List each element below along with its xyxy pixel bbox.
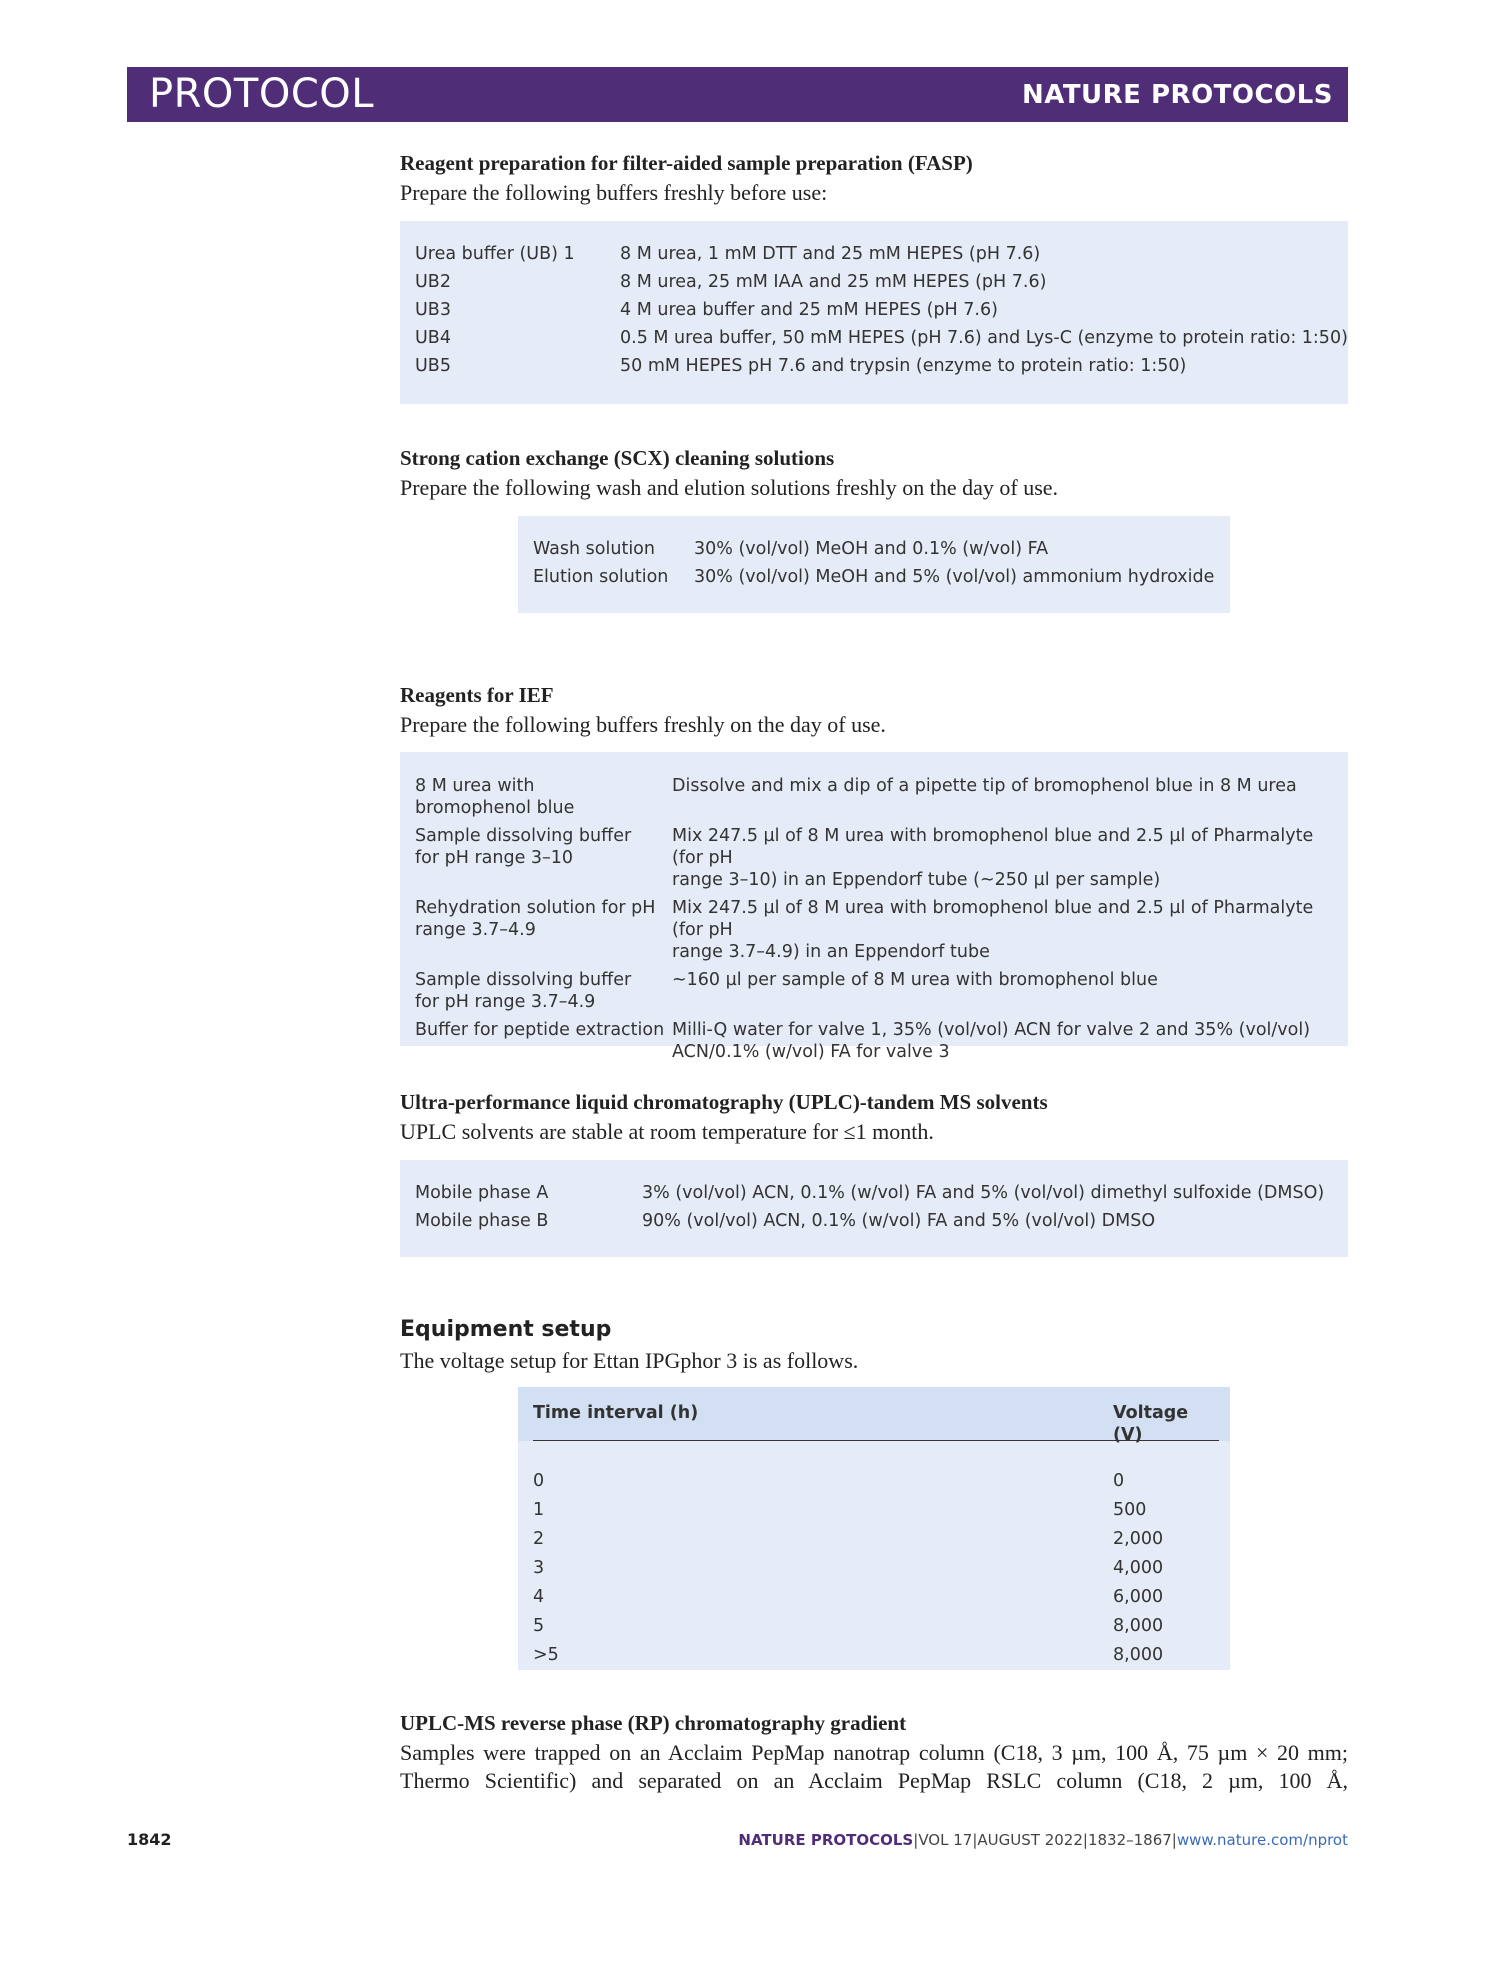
scx-title: Strong cation exchange (SCX) cleaning solutions bbox=[400, 446, 835, 470]
solvent-name: Mobile phase B bbox=[415, 1211, 549, 1231]
time-interval-cell: 2 bbox=[533, 1529, 545, 1549]
reagent-name bbox=[415, 897, 672, 969]
voltage-cell: 4,000 bbox=[1113, 1558, 1164, 1578]
table-row bbox=[415, 1210, 1324, 1238]
footer-volume: VOL 17 bbox=[918, 1831, 973, 1849]
reagent-description-line: Mix 247.5 µl of 8 M urea with bromophenol blue and 2.5 µl of Pharmalyte (for pH bbox=[672, 898, 1314, 940]
reagent-name bbox=[415, 1019, 672, 1069]
scx-intro: Prepare the following wash and elution solutions freshly on the day of use. bbox=[400, 475, 1059, 500]
scx-section bbox=[400, 446, 1348, 501]
reagent-description bbox=[672, 1019, 1348, 1069]
reagent-name-line: Sample dissolving buffer bbox=[415, 970, 632, 990]
buffer-name: UB5 bbox=[415, 356, 451, 376]
table-row bbox=[415, 775, 1348, 825]
gradient-line-2: Thermo Scientific) and separated on an Acclaim PepMap RSLC column (C18, 2 µm, 100 Å, bbox=[400, 1768, 1348, 1793]
voltage-cell: 2,000 bbox=[1113, 1529, 1164, 1549]
reagent-description-line: Mix 247.5 µl of 8 M urea with bromophenol blue and 2.5 µl of Pharmalyte (for pH bbox=[672, 826, 1314, 868]
scx-table bbox=[518, 516, 1230, 613]
footer-separator: | bbox=[913, 1831, 919, 1849]
reagent-description-line: Dissolve and mix a dip of a pipette tip of bromophenol blue in 8 M urea bbox=[672, 776, 1297, 796]
table-row bbox=[533, 1528, 1219, 1557]
solution-name: Elution solution bbox=[533, 567, 669, 587]
ief-title: Reagents for IEF bbox=[400, 683, 554, 707]
table-row bbox=[415, 897, 1348, 969]
gradient-title: UPLC-MS reverse phase (RP) chromatography gradient bbox=[400, 1711, 907, 1735]
reagent-description bbox=[672, 969, 1348, 1019]
time-interval-cell: 1 bbox=[533, 1500, 545, 1520]
reagent-description-line: ~160 µl per sample of 8 M urea with bromophenol blue bbox=[672, 970, 1158, 990]
col-time-header: Time interval (h) bbox=[533, 1403, 699, 1423]
reagent-name bbox=[415, 969, 672, 1019]
buffer-description: 4 M urea buffer and 25 mM HEPES (pH 7.6) bbox=[620, 300, 998, 320]
solution-description: 30% (vol/vol) MeOH and 0.1% (w/vol) FA bbox=[694, 539, 1049, 559]
fasp-intro: Prepare the following buffers freshly before use: bbox=[400, 180, 828, 205]
reagent-description-line: ACN/0.1% (w/vol) FA for valve 3 bbox=[672, 1042, 950, 1062]
buffer-name: UB3 bbox=[415, 300, 451, 320]
uplc-table bbox=[400, 1160, 1348, 1257]
table-row bbox=[415, 355, 1348, 383]
footer-url-link[interactable]: www.nature.com/nprot bbox=[1176, 1831, 1348, 1849]
reagent-description-line: Milli-Q water for valve 1, 35% (vol/vol) ACN for valve 2 and 35% (vol/vol) bbox=[672, 1020, 1311, 1040]
fasp-table bbox=[400, 221, 1348, 404]
table-row bbox=[415, 271, 1348, 299]
header-journal-name: NATURE PROTOCOLS bbox=[1021, 80, 1333, 110]
reagent-name-line: Buffer for peptide extraction bbox=[415, 1020, 665, 1040]
header-bar bbox=[127, 67, 1348, 122]
page-number: 1842 bbox=[127, 1830, 172, 1849]
buffer-name: UB2 bbox=[415, 272, 451, 292]
footer-date: AUGUST 2022 bbox=[977, 1831, 1083, 1849]
table-row bbox=[533, 1499, 1219, 1528]
buffer-description: 8 M urea, 1 mM DTT and 25 mM HEPES (pH 7.6) bbox=[620, 244, 1041, 264]
reagent-description bbox=[672, 825, 1348, 897]
gradient-line-1: Samples were trapped on an Acclaim PepMap nanotrap column (C18, 3 µm, 100 Å, 75 µm × 20 mm; bbox=[400, 1740, 1348, 1765]
table-row bbox=[415, 327, 1348, 355]
table-row bbox=[533, 1557, 1219, 1586]
ief-table bbox=[400, 752, 1348, 1062]
footer-separator: | bbox=[1171, 1831, 1177, 1849]
table-row bbox=[533, 538, 1214, 566]
table-row bbox=[415, 1019, 1348, 1069]
voltage-table bbox=[518, 1387, 1230, 1670]
solvent-description: 3% (vol/vol) ACN, 0.1% (w/vol) FA and 5% (vol/vol) dimethyl sulfoxide (DMSO) bbox=[642, 1183, 1325, 1203]
gradient-section bbox=[400, 1711, 1348, 1794]
voltage-cell: 8,000 bbox=[1113, 1645, 1164, 1665]
buffer-name: Urea buffer (UB) 1 bbox=[415, 244, 575, 264]
time-interval-cell: 3 bbox=[533, 1558, 545, 1578]
buffer-description: 50 mM HEPES pH 7.6 and trypsin (enzyme to protein ratio: 1:50) bbox=[620, 356, 1187, 376]
equipment-intro: The voltage setup for Ettan IPGphor 3 is as follows. bbox=[400, 1348, 859, 1373]
voltage-cell: 500 bbox=[1113, 1500, 1147, 1520]
table-row bbox=[415, 1182, 1324, 1210]
footer-pages: 1832–1867 bbox=[1087, 1831, 1172, 1849]
table-row bbox=[533, 566, 1214, 594]
uplc-title: Ultra-performance liquid chromatography (UPLC)-tandem MS solvents bbox=[400, 1090, 1048, 1114]
solution-name: Wash solution bbox=[533, 539, 655, 559]
reagent-name-line: Sample dissolving buffer bbox=[415, 826, 632, 846]
header-section-label: PROTOCOL bbox=[149, 71, 375, 117]
buffer-description: 0.5 M urea buffer, 50 mM HEPES (pH 7.6) and Lys-C (enzyme to protein ratio: 1:50) bbox=[620, 328, 1348, 348]
solvent-name: Mobile phase A bbox=[415, 1183, 549, 1203]
table-row bbox=[415, 969, 1348, 1019]
reagent-name-line: Rehydration solution for pH bbox=[415, 898, 656, 918]
ief-section bbox=[400, 683, 1348, 738]
reagent-description bbox=[672, 897, 1348, 969]
reagent-name-line: range 3.7–4.9 bbox=[415, 920, 536, 940]
reagent-name-line: bromophenol blue bbox=[415, 798, 575, 818]
fasp-section bbox=[400, 151, 1348, 206]
col-voltage-header: Voltage (V) bbox=[1113, 1403, 1189, 1445]
reagent-description-line: range 3.7–4.9) in an Eppendorf tube bbox=[672, 942, 990, 962]
time-interval-cell: 0 bbox=[533, 1471, 545, 1491]
table-row bbox=[533, 1456, 1219, 1499]
reagent-name-line: for pH range 3.7–4.9 bbox=[415, 992, 596, 1012]
fasp-title: Reagent preparation for filter-aided sample preparation (FASP) bbox=[400, 151, 973, 175]
reagent-name bbox=[415, 825, 672, 897]
equipment-title: Equipment setup bbox=[400, 1317, 612, 1342]
voltage-cell: 8,000 bbox=[1113, 1616, 1164, 1636]
footer-citation bbox=[738, 1831, 1348, 1849]
table-row bbox=[533, 1615, 1219, 1644]
table-row bbox=[415, 825, 1348, 897]
buffer-description: 8 M urea, 25 mM IAA and 25 mM HEPES (pH 7.6) bbox=[620, 272, 1047, 292]
voltage-cell: 0 bbox=[1113, 1471, 1125, 1491]
footer-separator: | bbox=[972, 1831, 978, 1849]
voltage-cell: 6,000 bbox=[1113, 1587, 1164, 1607]
reagent-name bbox=[415, 775, 672, 825]
reagent-description bbox=[672, 775, 1348, 825]
buffer-name: UB4 bbox=[415, 328, 451, 348]
table-row bbox=[533, 1644, 1219, 1673]
time-interval-cell: >5 bbox=[533, 1645, 559, 1665]
table-row bbox=[415, 243, 1348, 271]
table-row bbox=[415, 299, 1348, 327]
reagent-name-line: 8 M urea with bbox=[415, 776, 535, 796]
solution-description: 30% (vol/vol) MeOH and 5% (vol/vol) ammonium hydroxide bbox=[694, 567, 1215, 587]
equipment-section bbox=[400, 1317, 1348, 1374]
footer-separator: | bbox=[1082, 1831, 1088, 1849]
uplc-intro: UPLC solvents are stable at room temperature for ≤1 month. bbox=[400, 1119, 934, 1144]
reagent-description-line: range 3–10) in an Eppendorf tube (~250 µl per sample) bbox=[672, 870, 1161, 890]
uplc-section bbox=[400, 1090, 1348, 1145]
time-interval-cell: 4 bbox=[533, 1587, 545, 1607]
solvent-description: 90% (vol/vol) ACN, 0.1% (w/vol) FA and 5% (vol/vol) DMSO bbox=[642, 1211, 1156, 1231]
reagent-name-line: for pH range 3–10 bbox=[415, 848, 574, 868]
table-row bbox=[533, 1586, 1219, 1615]
time-interval-cell: 5 bbox=[533, 1616, 545, 1636]
footer-journal: NATURE PROTOCOLS bbox=[738, 1831, 914, 1849]
ief-intro: Prepare the following buffers freshly on the day of use. bbox=[400, 712, 886, 737]
